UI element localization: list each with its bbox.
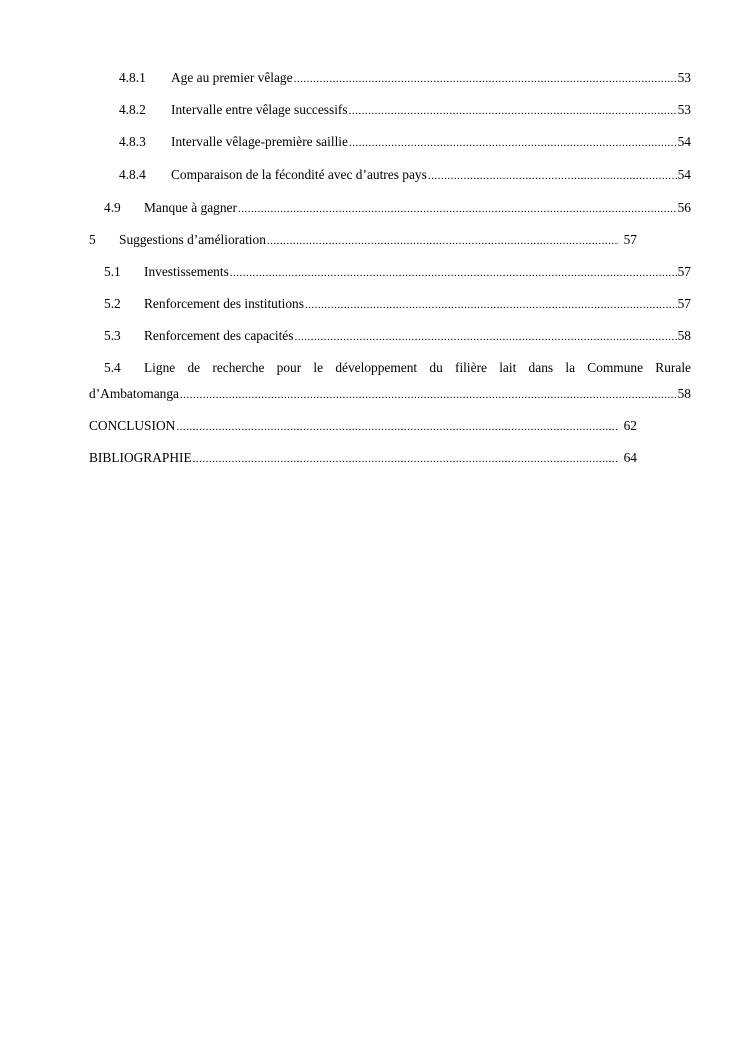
toc-entry-number: 5.3 [104, 328, 121, 343]
toc-dot-leader [230, 263, 677, 282]
toc-entry-title-line2: d’Ambatomanga [89, 386, 179, 401]
toc-entry-conclusion[interactable] [89, 416, 637, 436]
toc-entry-page: 62 [623, 418, 637, 433]
toc-entry-page: 53 [677, 102, 691, 117]
toc-entry-number: 4.8.3 [119, 134, 146, 149]
toc-dot-leader [238, 199, 677, 218]
toc-entry-page: 53 [677, 70, 691, 85]
toc-entry-5[interactable] [89, 230, 637, 250]
toc-entry-title: BIBLIOGRAPHIE [89, 450, 192, 465]
toc-dot-leader [294, 69, 677, 88]
toc-entry-title: Intervalle entre vêlage successifs [171, 102, 348, 117]
toc-entry-page: 57 [677, 264, 691, 279]
toc-entry-page: 58 [677, 386, 691, 401]
toc-entry-title: Manque à gagner [144, 200, 237, 215]
toc-entry-number: 4.8.2 [119, 102, 146, 117]
toc-entry-title: Comparaison de la fécondité avec d’autres pays [171, 167, 427, 182]
toc-entry-bibliographie[interactable] [89, 448, 637, 468]
toc-dot-leader [349, 101, 677, 120]
toc-entry-title: Renforcement des institutions [144, 296, 304, 311]
toc-entry-5-4[interactable] [104, 358, 691, 378]
toc-dot-leader [305, 295, 677, 314]
toc-entry-page: 57 [677, 296, 691, 311]
toc-entry-number: 4.9 [104, 200, 121, 215]
toc-dot-leader [193, 449, 619, 468]
toc-entry-number: 5 [89, 232, 96, 247]
toc-entry-title: Age au premier vêlage [171, 70, 293, 85]
toc-entry-number: 5.2 [104, 296, 121, 311]
toc-entry-4-8-1[interactable] [119, 68, 691, 88]
toc-dot-leader [180, 385, 677, 404]
toc-dot-leader [294, 327, 676, 346]
toc-entry-page: 54 [677, 134, 691, 149]
toc-entry-4-8-2[interactable] [119, 100, 691, 120]
toc-entry-page: 54 [677, 167, 691, 182]
toc-entry-title: Investissements [144, 264, 229, 279]
toc-entry-number: 5.1 [104, 264, 121, 279]
toc-entry-title: Renforcement des capacités [144, 328, 294, 343]
toc-entry-page: 57 [623, 232, 637, 247]
toc-entry-page: 64 [623, 450, 637, 465]
toc-entry-page: 58 [677, 328, 691, 343]
toc-dot-leader [349, 133, 677, 152]
toc-dot-leader [428, 166, 677, 185]
toc-entry-5-2[interactable] [104, 294, 691, 314]
toc-entry-5-4-continued[interactable] [89, 384, 691, 404]
toc-entry-4-8-3[interactable] [119, 132, 691, 152]
toc-entry-title: CONCLUSION [89, 418, 176, 433]
toc-entry-5-1[interactable] [104, 262, 691, 282]
toc-entry-4-9[interactable] [104, 198, 691, 218]
toc-entry-4-8-4[interactable] [119, 165, 691, 185]
toc-entry-title-line1: Ligne de recherche pour le développement du filière lait dans la Commune Rurale [144, 360, 691, 375]
toc-entry-5-3[interactable] [104, 326, 691, 346]
toc-entry-page: 56 [677, 200, 691, 215]
toc-dot-leader [176, 417, 618, 436]
toc-entry-number: 4.8.4 [119, 167, 146, 182]
toc-entry-title: Suggestions d’amélioration [119, 232, 266, 247]
toc-entry-number: 5.4 [104, 360, 121, 375]
toc-entry-title: Intervalle vêlage-première saillie [171, 134, 348, 149]
toc-entry-number: 4.8.1 [119, 70, 146, 85]
toc-dot-leader [267, 231, 619, 250]
